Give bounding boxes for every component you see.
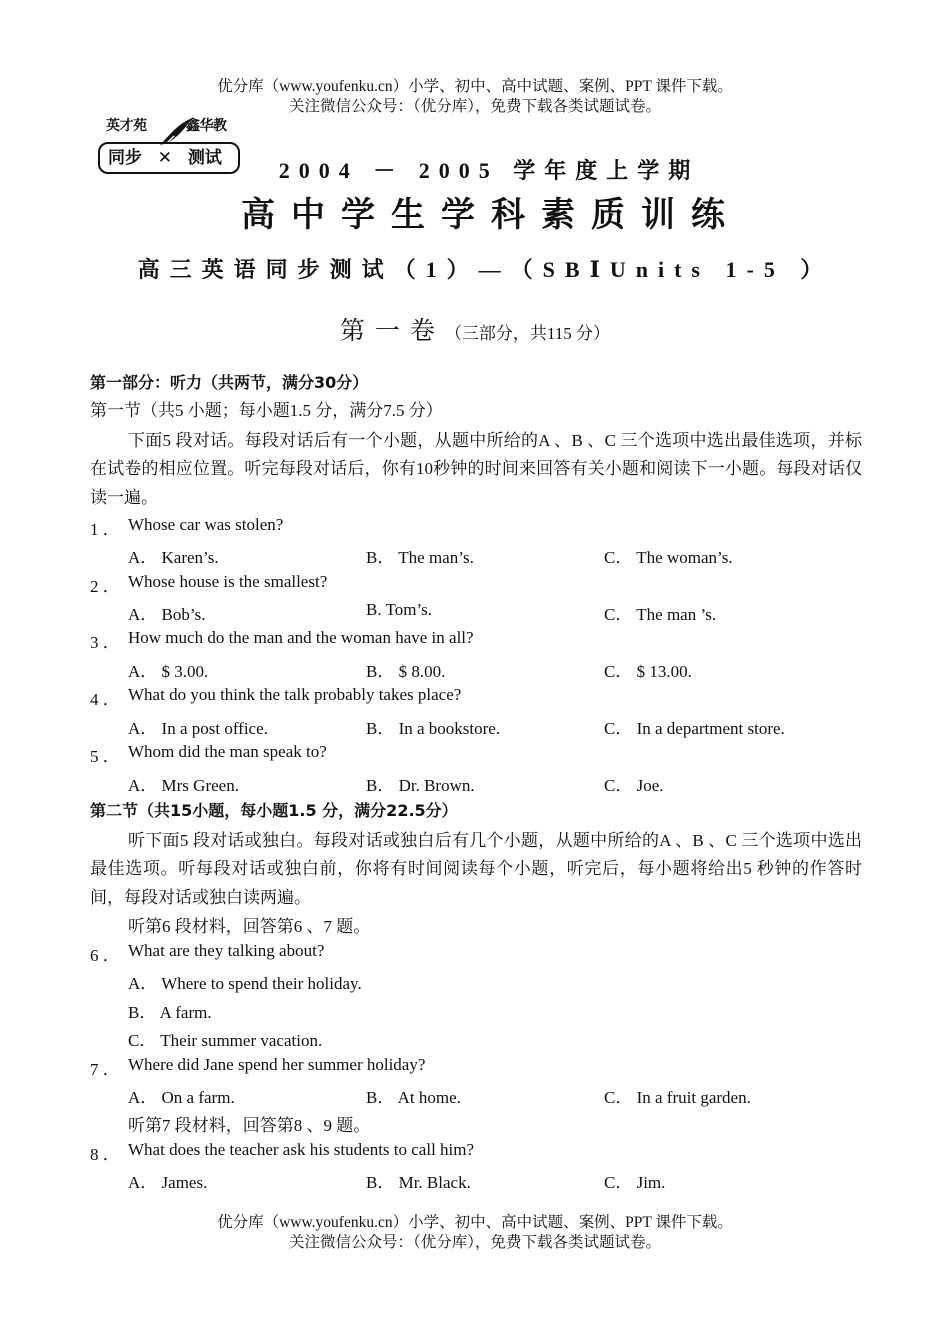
section1-heading: 第一节（共5 小题；每小题1.5 分，满分7.5 分） [90,401,443,420]
option-c: C． $ 13.00. [604,662,692,681]
option-b: B． At home. [366,1088,461,1107]
volume-heading [0,311,950,347]
option-a: A． Mrs Green. [128,776,239,795]
option-c: C． The woman’s. [604,548,733,567]
option-a: A． Where to spend their holiday. [128,974,362,993]
question-text: How much do the man and the woman have in all? [128,628,474,647]
page-title: 高中学生学科素质训练 [241,195,741,235]
option-b: B． Dr. Brown. [366,776,475,795]
option-b: B． A farm. [128,1003,212,1022]
question-number: 1 ． [90,520,120,539]
x-icon: ✕ [157,148,173,168]
question-text: Whose house is the smallest? [128,572,328,591]
option-b: B． The man’s. [366,548,474,567]
option-c: C． In a department store. [604,719,785,738]
part1-heading: 第一部分：听力（共两节，满分30分） [90,373,369,392]
option-c: C． Jim. [604,1173,666,1192]
option-c: C． The man ’s. [604,605,717,624]
question-number: 4 ． [90,690,120,709]
question-number: 2 ． [90,577,120,596]
logo-box-right: 测试 [187,148,222,168]
option-b: B． $ 8.00. [366,662,446,681]
option-c: C． Their summer vacation. [128,1031,323,1050]
watermark-line-2: 关注微信公众号：（优分库），免费下载各类试题试卷。 [288,98,661,115]
test-subtitle: 高三英语同步测试（1）—（SBⅠUnits 1-5 ） [137,257,833,282]
question-text: What does the teacher ask his students to call him? [128,1140,475,1159]
logo-box-left: 同步 [108,148,142,168]
question-text: What do you think the talk probably takes place? [128,685,462,704]
logo-text-left: 英才苑 [106,118,147,134]
question-number: 6 ． [90,946,120,965]
logo-text-right: 鑫华教 [186,118,227,134]
option-b: B. Tom’s. [366,600,433,619]
question-text: Where did Jane spend her summer holiday? [128,1055,426,1074]
option-c: C． Joe. [604,776,664,795]
footer-watermark-line-1: 优分库（www.youfenku.cn）小学、初中、高中试题、案例、PPT 课件下载。 [217,1214,733,1231]
option-b: B． Mr. Black. [366,1173,471,1192]
volume-note: （三部分，共115 分） [444,324,611,343]
volume-label: 第一卷 [339,318,445,345]
watermark-line-1: 优分库（www.youfenku.cn）小学、初中、高中试题、案例、PPT 课件下载。 [217,78,733,95]
section2-instructions: 听下面5 段对话或独白。每段对话或独白后有几个小题，从题中所给的A 、B 、C 三个选项中选出最佳选项。听每段对话或独白前，你将有时间阅读每个小题，听完后，每小题将给出5 秒钟的作答时间，每段对话或独白读两遍。 [90,831,862,907]
question-number: 7 ． [90,1060,120,1079]
option-c: C． In a fruit garden. [604,1088,751,1107]
question-number: 5 ． [90,747,120,766]
question-text: Whose car was stolen? [128,515,284,534]
question-number: 8 ． [90,1145,120,1164]
question-number: 3 ． [90,633,120,652]
material-7-note: 听第7 段材料，回答第8 、9 题。 [128,1116,371,1135]
section2-heading: 第二节（共15小题，每小题1.5 分，满分22.5分） [90,801,458,820]
footer-watermark-line-2: 关注微信公众号：（优分库），免费下载各类试题试卷。 [288,1234,661,1251]
school-year: 2004 － 2005 学年度上学期 [278,158,700,183]
option-b: B． In a bookstore. [366,719,501,738]
option-a: A． In a post office. [128,719,268,738]
question-text: Whom did the man speak to? [128,742,327,761]
option-a: A． James. [128,1173,208,1192]
section1-instructions: 下面5 段对话。每段对话后有一个小题，从题中所给的A 、B 、C 三个选项中选出最佳选项，并标在试卷的相应位置。听完每段对话后，你有10秒钟的时间来回答有关小题和阅读下一小题。每段对话仅读一遍。 [90,431,862,507]
question-text: What are they talking about? [128,941,325,960]
option-a: A． Karen’s. [128,548,219,567]
option-a: A． $ 3.00. [128,662,209,681]
option-a: A． Bob’s. [128,605,206,624]
material-6-note: 听第6 段材料，回答第6 、7 题。 [128,917,371,936]
option-a: A． On a farm. [128,1088,235,1107]
